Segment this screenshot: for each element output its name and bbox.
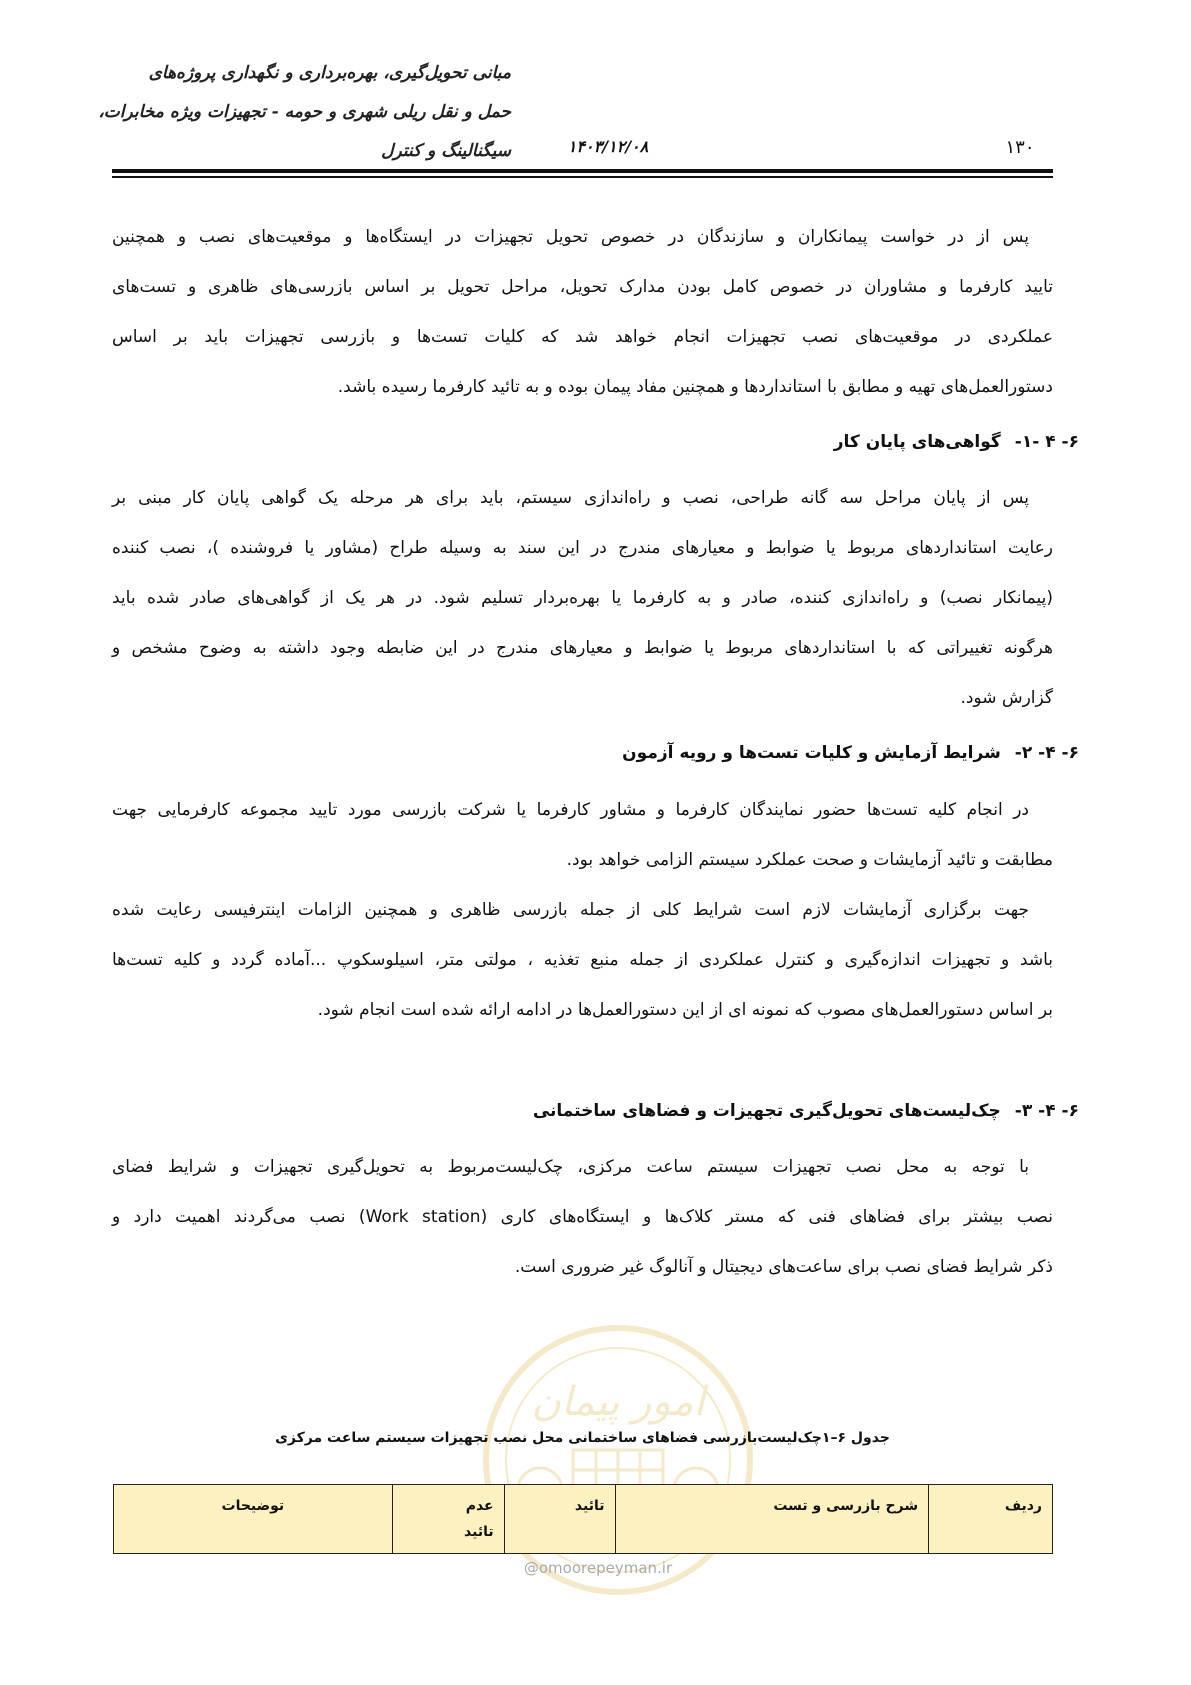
paragraph-line: ذکر شرایط فضای نصب برای ساعت‌های دیجیتال و آنالوگ غیر ضروری است.	[514, 1257, 1053, 1277]
paragraph-line: دستورالعمل‌های تهیه و مطابق با استانداردها و همچنین مفاد پیمان بوده و به تائید کارفرما رسیده باشد.	[337, 377, 1053, 397]
section-number: ۶- ۴- ۳-	[1014, 1101, 1079, 1121]
paragraph-line: هرگونه تغییراتی که با استانداردهای مربوط یا ضوابط و معیارهای مندرج در این ضابطه وجود داشته به وضوح مشخص و	[112, 638, 1053, 658]
header-title-line-3: سیگنالینگ و کنترل	[381, 141, 511, 161]
section-heading-2	[622, 743, 1079, 763]
section-3-paragraph	[112, 1142, 1053, 1292]
section-title: چک‌لیست‌های تحویل‌گیری تجهیزات و فضاهای ساختمانی	[532, 1101, 1001, 1121]
section-number: ۶- ۴ -۱-	[1014, 432, 1079, 452]
paragraph-line: جهت برگزاری آزمایشات لازم است شرایط کلی از جمله بازرسی ظاهری و همچنین الزامات اینترفیسی رعایت شده	[112, 900, 1029, 920]
header-row-number: ردیف	[929, 1485, 1053, 1554]
paragraph-line: عملکردی در موقعیت‌های نصب تجهیزات انجام خواهد شد که کلیات تست‌ها و بازرسی تجهیزات باید بر اساس	[112, 327, 1053, 347]
section-title: شرایط آزمایش و کلیات تست‌ها و رویه آزمون	[622, 743, 1001, 763]
header-date: ۱۴۰۳/۱۲/۰۸	[567, 137, 649, 156]
header-reject-line-1: عدم	[465, 1498, 494, 1514]
paragraph-line: در انجام کلیه تست‌ها حضور نمایندگان کارفرما و مشاور کارفرما یا شرکت بازرسی مورد تایید مجموعه کارفرمایی جهت	[112, 800, 1029, 820]
section-title: گواهی‌های پایان کار	[833, 432, 1001, 452]
paragraph-line: نصب بیشتر برای فضاهای فنی که مستر کلاک‌ها و ایستگاه‌های کاری (Work station) نصب می‌گردند اهمیت دارد و	[112, 1207, 1053, 1227]
header-reject	[392, 1485, 504, 1554]
header-approve: تائید	[504, 1485, 615, 1554]
paragraph-line: پس از پایان مراحل سه گانه طراحی، نصب و راه‌اندازی سیستم، باید برای هر مرحله یک گواهی پایان کار مبنی بر	[112, 488, 1029, 508]
section-number: ۶- ۴- ۲-	[1014, 743, 1079, 763]
paragraph-line: گزارش شود.	[960, 688, 1053, 708]
paragraph-line: با توجه به محل نصب تجهیزات سیستم ساعت مرکزی، چک‌لیست‌مربوط به تحویل‌گیری تجهیزات و شرایط فضای	[112, 1157, 1029, 1177]
table-header-row	[114, 1485, 1053, 1554]
paragraph-line: (پیمانکار نصب) و راه‌اندازی کننده، صادر و به کارفرما یا بهره‌بردار تسلیم شود. در هر یک از گواهی‌های صادر شده باید	[112, 588, 1053, 608]
paragraph-line: رعایت استانداردهای مربوط یا ضوابط و معیارهای مندرج در این سند به وسیله طراح (مشاور یا فروشنده )، نصب کننده	[112, 538, 1053, 558]
watermark-url: @omoorepeyman.ir	[523, 1559, 673, 1577]
section-1-paragraph	[112, 473, 1053, 723]
section-heading-1	[834, 432, 1079, 452]
watermark-logo-text: امور پیمان	[531, 1379, 705, 1425]
header-rule-thick	[112, 169, 1053, 173]
checklist-table	[113, 1484, 1053, 1554]
header-notes: توضیحات	[114, 1485, 393, 1554]
header-description: شرح بازرسی و تست	[615, 1485, 929, 1554]
section-heading-3	[533, 1101, 1079, 1121]
watermark-logo	[478, 1320, 758, 1600]
header-reject-line-2: تائید	[464, 1524, 494, 1540]
header-title-line-2: حمل و نقل ریلی شهری و حومه - تجهیزات ویژه مخابرات،	[98, 102, 511, 122]
paragraph-line: باشد و تجهیزات اندازه‌گیری و کنترل عملکردی از جمله منبع تغذیه ، مولتی متر، اسیلوسکوپ ...آماده گردد و کلیه تست‌ها	[112, 950, 1053, 970]
header-rule-thin	[112, 176, 1053, 178]
paragraph-line: تایید کارفرما و مشاوران در خصوص کامل بودن مدارک تحویل، مراحل تحویل بر اساس بازرسی‌های ظاهری و تست‌های	[112, 277, 1053, 297]
paragraph-line: بر اساس دستورالعمل‌های مصوب که نمونه ای از این دستورالعمل‌ها در ادامه ارائه شده است انجام شود.	[317, 1000, 1053, 1020]
table-caption: جدول ۶–۱چک‌لیست‌بازرسی فضاهای ساختمانی محل نصب تجهیزات سیستم ساعت مرکزی	[275, 1430, 890, 1446]
paragraph-line: مطابقت و تائید آزمایشات و صحت عملکرد سیستم الزامی خواهد بود.	[566, 850, 1053, 870]
paragraph-line: پس از در خواست پیمانکاران و سازندگان در خصوص تحویل تجهیزات در ایستگاه‌ها و موقعیت‌های نصب و همچنین	[112, 227, 1029, 247]
header-title-line-1: مبانی تحویل‌گیری، بهره‌برداری و نگهداری پروژه‌های	[148, 63, 511, 83]
section-2-paragraph	[112, 785, 1053, 1035]
intro-paragraph	[112, 212, 1053, 412]
page-number: ۱۳۰	[1005, 137, 1035, 158]
